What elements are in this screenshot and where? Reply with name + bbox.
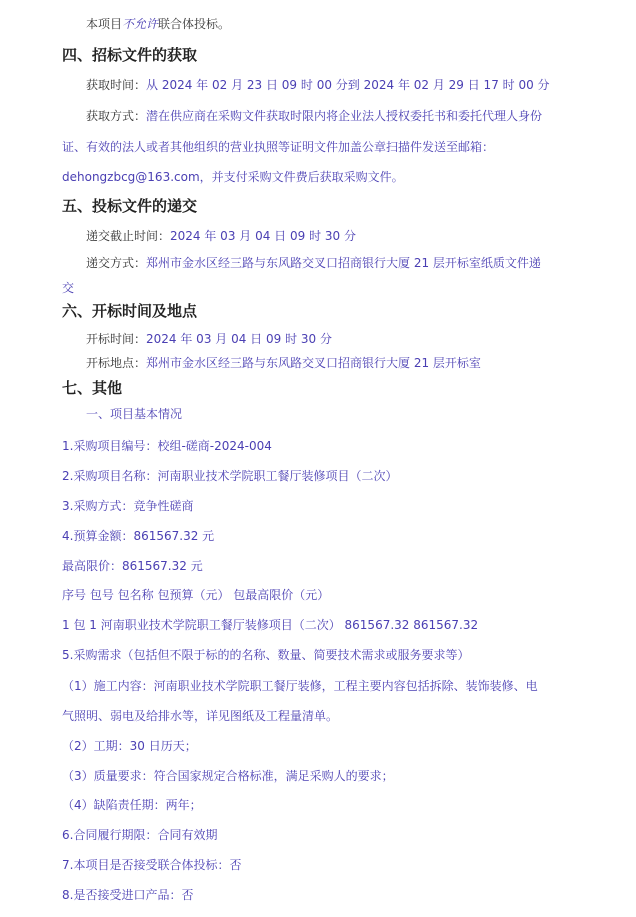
submit-deadline-value: 2024 年 03 月 04 日 09 时 30 分 <box>170 229 356 243</box>
consortium-statement <box>86 16 230 32</box>
acquire-time-value: 从 2024 年 02 月 23 日 09 时 00 分到 2024 年 02 月 29 日 17 时 00 分 <box>146 78 550 92</box>
acquire-method-text-1: 潜在供应商在采购文件获取时限内将企业法人授权委托书和委托代理人身份 <box>146 109 543 123</box>
consortium-prefix: 本项目 <box>86 17 123 31</box>
requirement-1-line-1: （1）施工内容：河南职业技术学院职工餐厅装修，工程主要内容包括拆除、装饰装修、电 <box>62 679 538 693</box>
acquire-method-line-3: dehongzbcg@163.com，并支付采购文件费后获取采购文件。 <box>62 170 404 184</box>
acquire-method-line-1 <box>86 108 542 124</box>
acquire-method-line-2: 证、有效的法人或者其他组织的营业执照等证明文件加盖公章扫描件发送至邮箱： <box>62 140 495 154</box>
acquire-time-label: 获取时间： <box>86 78 147 92</box>
consortium-value: 不允许 <box>122 17 159 31</box>
budget-amount: 4.预算金额：861567.32 元 <box>62 529 215 543</box>
package-table-header: 序号 包号 包名称 包预算（元） 包最高限价（元） <box>62 588 330 602</box>
open-time-value: 2024 年 03 月 04 日 09 时 30 分 <box>146 332 332 346</box>
submit-deadline-label: 递交截止时间： <box>86 229 171 243</box>
acquire-time <box>86 77 550 93</box>
max-price: 最高限价：861567.32 元 <box>62 559 203 573</box>
requirement-2: （2）工期：30 日历天； <box>62 739 197 753</box>
submit-method-text-1: 郑州市金水区经三路与东风路交叉口招商银行大厦 21 层开标室纸质文件递 <box>146 256 541 270</box>
section-4-heading: 四、招标文件的获取 <box>62 46 198 64</box>
project-name: 2.采购项目名称：河南职业技术学院职工餐厅装修项目（二次） <box>62 469 398 483</box>
section-5-heading: 五、投标文件的递交 <box>62 197 198 215</box>
contract-period: 6.合同履行期限：合同有效期 <box>62 828 218 842</box>
consortium-suffix: 联合体投标。 <box>158 17 231 31</box>
open-place-value: 郑州市金水区经三路与东风路交叉口招商银行大厦 21 层开标室 <box>146 356 481 370</box>
requirement-1-line-2: 气照明、弱电及给排水等，详见图纸及工程量清单。 <box>62 709 339 723</box>
open-time <box>86 331 332 347</box>
requirement-3: （3）质量要求：符合国家规定合格标准，满足采购人的要求； <box>62 769 394 783</box>
procurement-method: 3.采购方式：竞争性磋商 <box>62 499 194 513</box>
submit-method-line-2: 交 <box>62 281 75 295</box>
submit-method-line-1 <box>86 255 541 271</box>
consortium-accepted: 7.本项目是否接受联合体投标：否 <box>62 858 242 872</box>
open-place-label: 开标地点： <box>86 356 147 370</box>
open-time-label: 开标时间： <box>86 332 147 346</box>
package-table-row: 1 包 1 河南职业技术学院职工餐厅装修项目（二次） 861567.32 861567.32 <box>62 618 479 632</box>
open-place <box>86 355 481 371</box>
imported-products-accepted: 8.是否接受进口产品：否 <box>62 888 194 902</box>
acquire-method-label: 获取方式： <box>86 109 147 123</box>
requirement-4: （4）缺陷责任期：两年； <box>62 798 202 812</box>
submit-method-label: 递交方式： <box>86 256 147 270</box>
project-basic-info-heading: 一、项目基本情况 <box>86 407 183 421</box>
submit-deadline <box>86 228 356 244</box>
project-number: 1.采购项目编号：校组-磋商-2024-004 <box>62 439 272 453</box>
section-6-heading: 六、开标时间及地点 <box>62 302 198 320</box>
section-7-heading: 七、其他 <box>62 379 123 397</box>
procurement-requirements: 5.采购需求（包括但不限于标的的名称、数量、简要技术需求或服务要求等） <box>62 648 470 662</box>
